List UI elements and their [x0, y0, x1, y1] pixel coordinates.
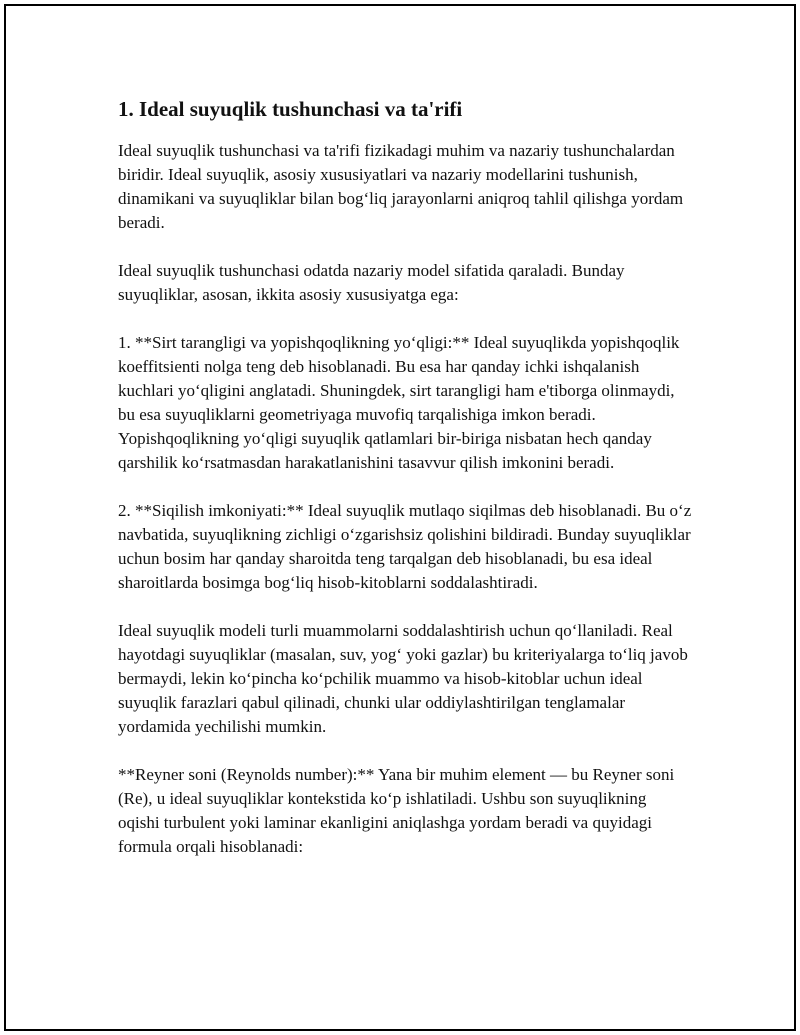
paragraph-model: Ideal suyuqlik tushunchasi odatda nazariy model sifatida qaraladi. Bunday suyuqliklar, asosan, ikkita asosiy xususiyatga ega:: [118, 261, 625, 304]
paragraph-reynolds: **Reyner soni (Reynolds number):** Yana bir muhim element — bu Reyner soni (Re), u ideal suyuqliklar kontekstida ko‘p ishlatiladi. Ushbu son suyuqlikning oqishi turbulent yoki laminar ekanligini aniqlashga yordam beradi va quyidagi formula orqali hisoblanadi:: [118, 765, 675, 856]
paragraph-intro: Ideal suyuqlik tushunchasi va ta'rifi fizikadagi muhim va nazariy tushunchalardan biridir. Ideal suyuqlik, asosiy xususiyatlari va nazariy modellarini tushunish, dinamikani va suyuqliklar bilan bog‘liq jarayonlarni aniqroq tahlil qilishga yordam beradi.: [118, 141, 684, 232]
section-heading: 1. Ideal suyuqlik tushunchasi va ta'rifi: [118, 97, 463, 121]
paragraph-compressibility: 2. **Siqilish imkoniyati:** Ideal suyuqlik mutlaqo siqilmas deb hisoblanadi. Bu o‘z navbatida, suyuqlikning zichligi o‘zgarishsiz qolishini bildiradi. Bunday suyuqliklar uchun bosim har qanday sharoitda teng tarqalgan deb hisoblanadi, bu esa ideal sharoitlarda bosimga bog‘liq hisob-kitoblarni soddalashtiradi.: [118, 501, 692, 592]
paragraph-viscosity: 1. **Sirt tarangligi va yopishqoqlikning yo‘qligi:** Ideal suyuqlikda yopishqoqlik koeffitsienti nolga teng deb hisoblanadi. Bu esa har qanday ichki ishqalanish kuchlari yo‘qligini anglatadi. Shuningdek, sirt tarangligi ham e'tiborga olinmaydi, bu esa suyuqliklarni geometriyaga muvofiq tarqalishiga imkon beradi. Yopishqoqlikning yo‘qligi suyuqlik qatlamlari bir-biriga nisbatan hech qanday qarshilik ko‘rsatmasdan harakatlanishini tasavvur qilish imkonini beradi.: [118, 333, 680, 472]
document-body: [118, 96, 692, 883]
paragraph-application: Ideal suyuqlik modeli turli muammolarni soddalashtirish uchun qo‘llaniladi. Real hayotdagi suyuqliklar (masalan, suv, yog‘ yoki gazlar) bu kriteriyalarga to‘liq javob bermaydi, lekin ko‘pincha ko‘pchilik muammo va hisob-kitoblar uchun ideal suyuqlik farazlari qabul qilinadi, chunki ular oddiylashtirilgan tenglamalar yordamida yechilishi mumkin.: [118, 621, 688, 736]
